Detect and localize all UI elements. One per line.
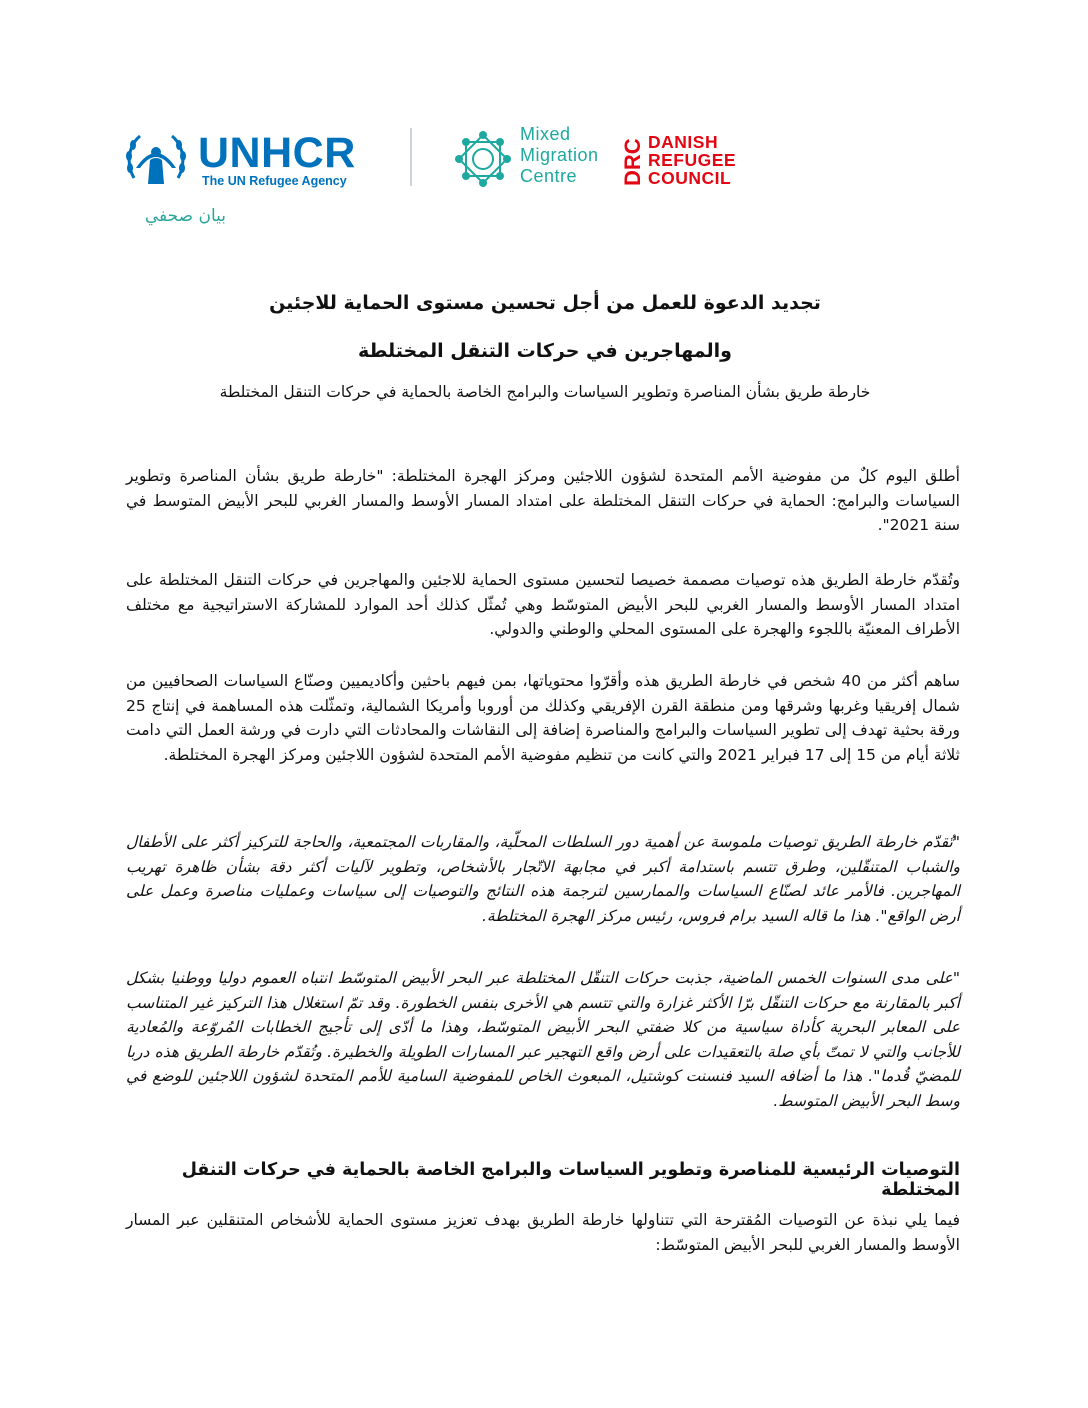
quote-vincent-cochetel: "على مدى السنوات الخمس الماضية، جذبت حركات التنقّل المختلطة عبر البحر الأبيض المتوسّط انتباه العموم دوليا ووطنيا بشكل أكبر بالمقارنة مع حركات التنقّل برّا الأكثر غزارة والتي تتسم هي الأخرى بنفس الخطورة. وقد تمّ استغلال هذا التركيز غير المتناسب على المعابر البحرية كأداة سياسية من كلا ضفتي البحر الأبيض المتوسّط، وهذا ما أدّى إلى تأجيج الخطابات المُروّعة والمُعادية للأجانب والتي لا تمتّ بأي صلة بالتعقيدات على أرض واقع التهجير عبر المسارات الطويلة والخطيرة. وتُقدّم خارطة الطريق هذه دربا للمضيّ قُدما". هذا ما أضافه السيد فنسنت كوشتيل، المبعوث الخاص للمفوضية السامية للأمم المتحدة لشؤون اللاجئين للوضع في وسط البحر الأبيض المتوسط. bbox=[126, 969, 960, 1110]
paragraph-intro: أطلق اليوم كلٌ من مفوضية الأمم المتحدة لشؤون اللاجئين ومركز الهجرة المختلطة: "خارطة طريق بشأن المناصرة وتطوير السياسات والبرامج: الحماية في حركات التنقل المختلطة على امتداد المسار الأوسط والمسار الغربي للبحر الأبيض المتوسط في سنة 2021". bbox=[126, 467, 960, 534]
title-line-1: تجديد الدعوة للعمل من أجل تحسين مستوى الحماية للاجئين bbox=[269, 292, 821, 314]
drc-line-2: REFUGEE bbox=[648, 150, 737, 170]
unhcr-emblem-icon bbox=[124, 128, 188, 192]
mmc-line-3: Centre bbox=[520, 166, 578, 186]
header-logos bbox=[0, 0, 1088, 200]
press-release-label: بيان صحفي bbox=[144, 206, 226, 226]
unhcr-wordmark: UNHCR bbox=[198, 129, 356, 177]
mmc-line-2: Migration bbox=[520, 145, 599, 165]
paragraph-contributors: ساهم أكثر من 40 شخص في خارطة الطريق هذه وأقرّوا محتوياتها، بمن فيهم باحثين وأكاديميين وصنّاع السياسات الصحافيين من شمال إفريقيا وغربها وشرقها ومن منطقة القرن الإفريقي وكذلك من أوروبا وأمريكا الشمالية، وتمثّلت هذه المساهمة في إنتاج 25 ورقة بحثية تهدف إلى تطوير السياسات والبرامج والمناصرة إضافة إلى النقاشات والمحادثات التي دارت في ورشة العمل التي دامت ثلاثة أيام من 15 إلى 17 فبراير 2021 والتي كانت من تنظيم مفوضية الأمم المتحدة لشؤون اللاجئين ومركز الهجرة المختلطة. bbox=[126, 672, 960, 764]
title-line-2: والمهاجرين في حركات التنقل المختلطة bbox=[358, 340, 732, 362]
drc-vertical-text: DRC bbox=[620, 138, 645, 186]
drc-vertical-mark-icon bbox=[622, 134, 644, 188]
mmc-wordmark bbox=[520, 124, 599, 187]
mmc-line-1: Mixed bbox=[520, 124, 571, 144]
mmc-logo bbox=[454, 124, 619, 192]
paragraph-recommendations: وتُقدّم خارطة الطريق هذه توصيات مصممة خصيصا لتحسين مستوى الحماية للاجئين والمهاجرين في حركات التنقل المختلطة على امتداد المسار الأوسط والمسار الغربي للبحر الأبيض المتوسّط وهي تُمثّل كذلك أحد الموارد للمشاركة الاستراتيجية مع مختلف الأطراف المعنيّة باللجوء والهجرة على المستوى المحلي والوطني والدولي. bbox=[126, 571, 960, 638]
drc-line-1: DANISH bbox=[648, 132, 719, 152]
subtitle: خارطة طريق بشأن المناصرة وتطوير السياسات والبرامج الخاصة بالحماية في حركات التنقل المختلطة bbox=[219, 383, 871, 401]
paragraph-overview: فيما يلي نبذة عن التوصيات المُقترحة التي تتناولها خارطة الطريق بهدف تعزيز مستوى الحماية للأشخاص المتنقلين عبر المسار الأوسط والمسار الغربي للبحر الأبيض المتوسّط: bbox=[126, 1211, 960, 1254]
drc-wordmark bbox=[648, 133, 736, 187]
unhcr-logo bbox=[124, 128, 374, 192]
drc-line-3: COUNCIL bbox=[648, 168, 732, 188]
logo-divider bbox=[410, 128, 412, 186]
drc-logo bbox=[622, 134, 742, 192]
quote-bram-frouws: "تُقدّم خارطة الطريق توصيات ملموسة عن أهمية دور السلطات المحلّية، والمقاربات المجتمعية، والحاجة للتركيز أكثر على الأطفال والشباب المتنقّلين، وطرق تتسم باستدامة أكبر في مجابهة الاتّجار بالأشخاص، وتطوير لآليات أكثر دقة بشأن ظاهرة تهريب المهاجرين. فالأمر عائد لصنّاع السياسات والممارسين لترجمة هذه النتائج والتوصيات إلى سياسات وعمليات مناصرة وعمل على أرض الواقع". هذا ما قاله السيد برام فروس، رئيس مركز الهجرة المختلطة. bbox=[126, 833, 960, 925]
section-heading: التوصيات الرئيسية للمناصرة وتطوير السياسات والبرامج الخاصة بالحماية في حركات التنقل المختلطة bbox=[181, 1160, 960, 1200]
mmc-emblem-icon bbox=[454, 130, 512, 188]
unhcr-tagline: The UN Refugee Agency bbox=[202, 174, 347, 188]
